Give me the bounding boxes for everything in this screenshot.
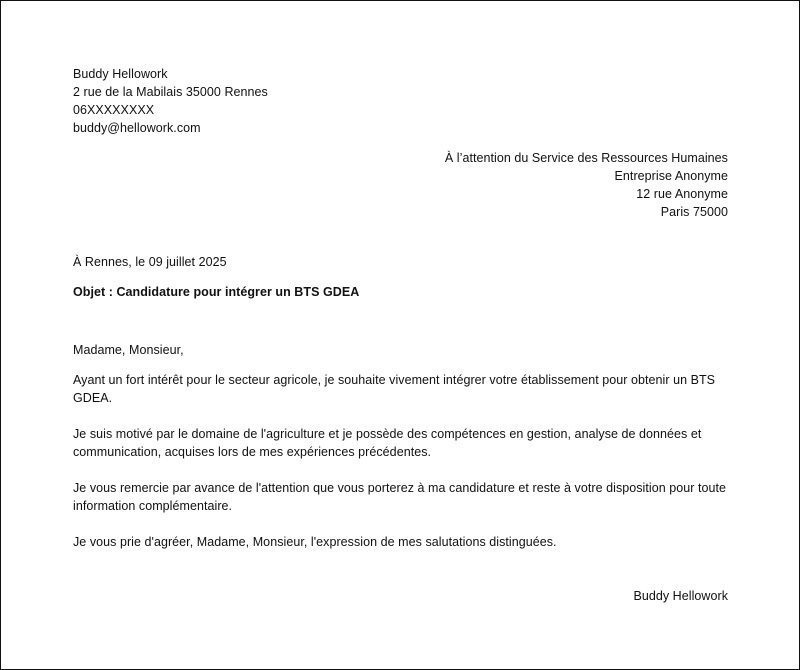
sender-phone: 06XXXXXXXX bbox=[73, 103, 155, 117]
date-line: À Rennes, le 09 juillet 2025 bbox=[73, 255, 227, 269]
body-paragraph: Ayant un fort intérêt pour le secteur agricole, je souhaite vivement intégrer votre établissement pour obtenir un BTS GDEA. bbox=[73, 373, 716, 405]
sender-email: buddy@hellowork.com bbox=[73, 121, 201, 135]
closing-paragraph: Je vous prie d'agréer, Madame, Monsieur, l'expression de mes salutations distinguées. bbox=[73, 535, 557, 549]
sender-address: 2 rue de la Mabilais 35000 Rennes bbox=[73, 85, 268, 99]
subject-line: Objet : Candidature pour intégrer un BTS GDEA bbox=[73, 285, 360, 299]
recipient-company: Entreprise Anonyme bbox=[614, 169, 728, 183]
sender-block bbox=[73, 65, 728, 137]
body-paragraph: Je suis motivé par le domaine de l'agriculture et je possède des compétences en gestion, analyse de données et communication, acquises lors de mes expériences précédentes. bbox=[73, 427, 702, 459]
body-paragraph: Je vous remercie par avance de l'attention que vous porterez à ma candidature et reste à votre disposition pour toute information complémentaire. bbox=[73, 481, 727, 513]
salutation: Madame, Monsieur, bbox=[73, 343, 184, 357]
recipient-block bbox=[73, 149, 728, 221]
sender-name: Buddy Hellowork bbox=[73, 67, 168, 81]
letter-content bbox=[73, 65, 728, 605]
signature: Buddy Hellowork bbox=[633, 589, 728, 603]
recipient-city: Paris 75000 bbox=[660, 205, 728, 219]
recipient-street: 12 rue Anonyme bbox=[636, 187, 728, 201]
recipient-attention: À l’attention du Service des Ressources Humaines bbox=[444, 151, 728, 165]
